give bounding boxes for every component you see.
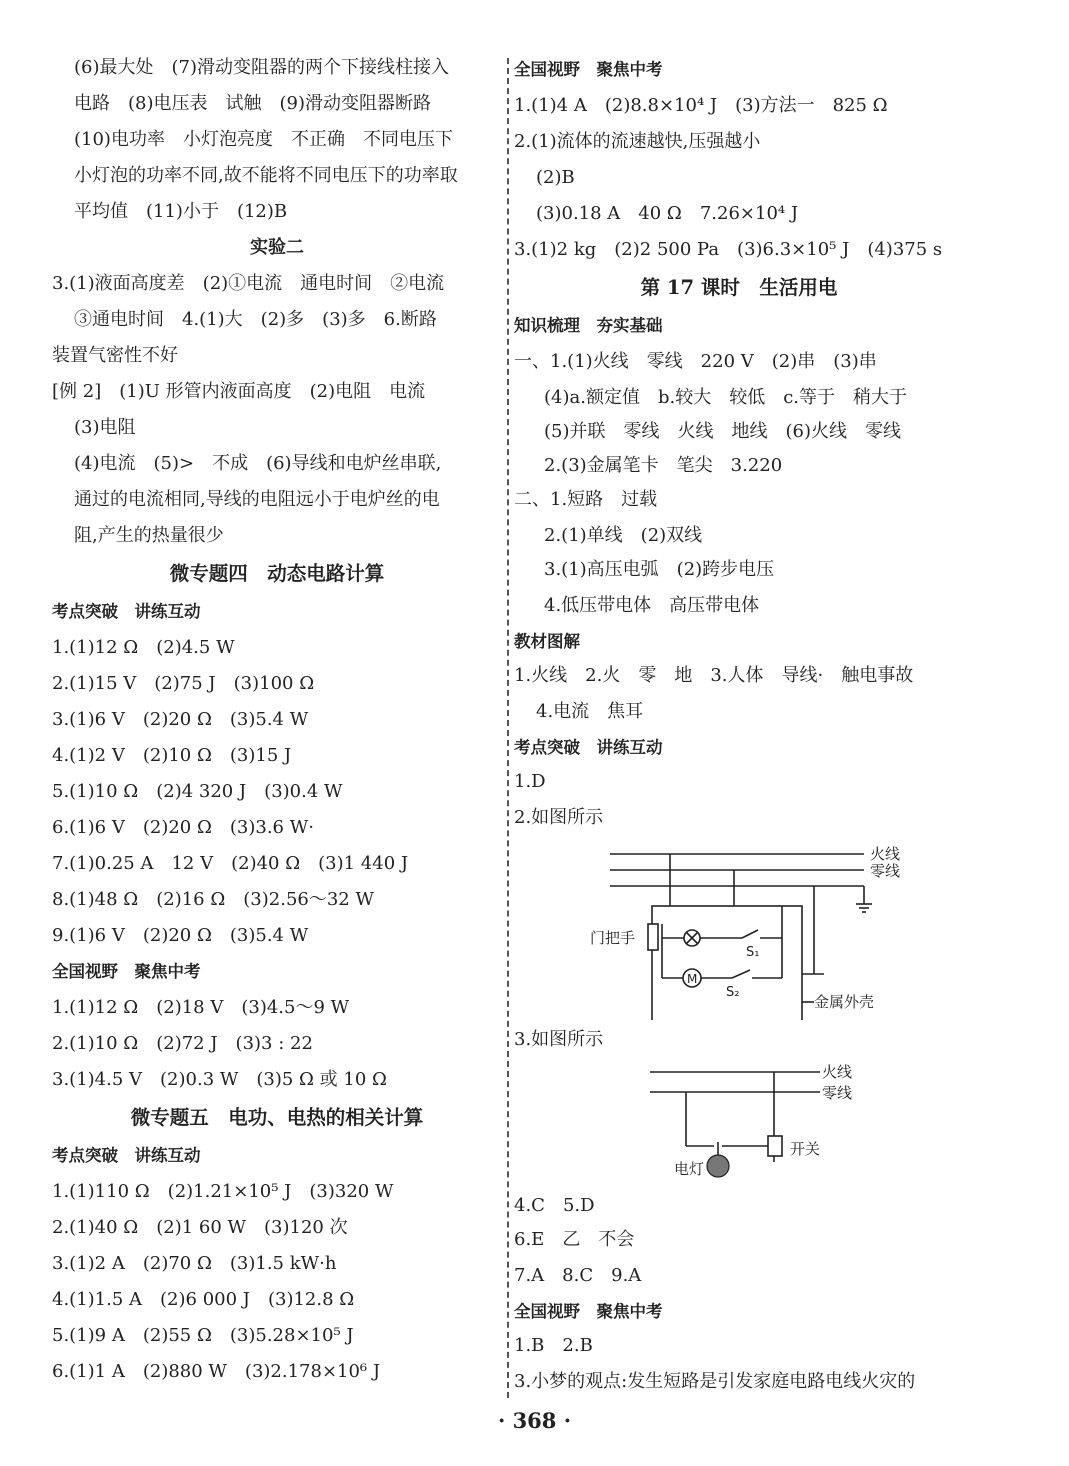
text-line: 2.(1)15 V (2)75 J (3)100 Ω	[52, 673, 315, 694]
text-line: 3.(1)4.5 V (2)0.3 W (3)5 Ω 或 10 Ω	[52, 1069, 387, 1090]
switch-s2-icon	[732, 970, 750, 978]
fig1-s2-label: S₂	[726, 985, 740, 1000]
text-line: 1.(1)4 A (2)8.8×10⁴ J (3)方法一 825 Ω	[514, 95, 888, 116]
text-line: 7.(1)0.25 A 12 V (2)40 Ω (3)1 440 J	[52, 853, 409, 874]
text-line: 3.如图所示	[514, 1029, 604, 1050]
subsection-heading: 全国视野 聚焦中考	[514, 60, 663, 79]
text-line: 6.(1)6 V (2)20 Ω (3)3.6 W·	[52, 817, 314, 838]
text-line: 通过的电流相同,导线的电阻远小于电炉丝的电	[74, 489, 440, 510]
subsection-heading: 知识梳理 夯实基础	[514, 316, 663, 335]
fig2-lamp-label: 电灯	[674, 1160, 705, 1178]
switch-s1-icon	[742, 930, 758, 938]
switch-icon	[768, 1136, 782, 1156]
fig1-live-label: 火线	[870, 845, 901, 863]
text-line: 6.E 乙 不会	[514, 1229, 635, 1250]
text-line: 2.如图所示	[514, 807, 604, 828]
fig2-live-label: 火线	[822, 1063, 853, 1081]
text-line: 4.(1)2 V (2)10 Ω (3)15 J	[52, 745, 292, 766]
door-handle-icon	[648, 924, 658, 950]
text-line: (6)最大处 (7)滑动变阻器的两个下接线柱接入	[74, 57, 449, 78]
text-line: 9.(1)6 V (2)20 Ω (3)5.4 W	[52, 925, 309, 946]
bulb-icon	[707, 1155, 729, 1177]
text-line: (3)0.18 A 40 Ω 7.26×10⁴ J	[536, 203, 799, 224]
text-line: (10)电功率 小灯泡亮度 不正确 不同电压下	[74, 129, 453, 150]
text-line: 3.(1)2 kg (2)2 500 Pa (3)6.3×10⁵ J (4)375 s	[514, 239, 943, 260]
subsection-heading: 考点突破 讲练互动	[514, 738, 663, 757]
fig1-neutral-label: 零线	[870, 862, 901, 880]
text-line: 2.(3)金属笔卡 笔尖 3.220	[544, 455, 783, 476]
section-title: 实验二	[250, 237, 304, 258]
text-line: 1.B 2.B	[514, 1335, 593, 1356]
door-circuit-figure	[574, 838, 954, 1020]
fig1-handle-label: 门把手	[590, 929, 636, 947]
text-line: 3.(1)6 V (2)20 Ω (3)5.4 W	[52, 709, 309, 730]
subsection-heading: 教材图解	[514, 632, 580, 651]
column-divider	[507, 58, 509, 1398]
text-line: 一、1.(1)火线 零线 220 V (2)串 (3)串	[514, 351, 877, 372]
text-line: 5.(1)10 Ω (2)4 320 J (3)0.4 W	[52, 781, 343, 802]
text-line: 阻,产生的热量很少	[74, 525, 224, 546]
text-line: 装置气密性不好	[52, 345, 178, 366]
text-line: 4.电流 焦耳	[536, 701, 644, 722]
text-line: 8.(1)48 Ω (2)16 Ω (3)2.56～32 W	[52, 889, 374, 910]
text-line: 平均值 (11)小于 (12)B	[74, 201, 288, 222]
text-line: ③通电时间 4.(1)大 (2)多 (3)多 6.断路	[74, 309, 437, 330]
section-title: 微专题四 动态电路计算	[169, 562, 385, 585]
section-title: 微专题五 电功、电热的相关计算	[130, 1106, 424, 1129]
text-line: 2.(1)40 Ω (2)1 60 W (3)120 次	[52, 1217, 348, 1238]
text-line: 小灯泡的功率不同,故不能将不同电压下的功率取	[74, 165, 458, 186]
text-line: 4.C 5.D	[514, 1195, 595, 1216]
text-line: (5)并联 零线 火线 地线 (6)火线 零线	[544, 421, 901, 442]
text-line: (4)a.额定值 b.较大 较低 c.等于 稍大于	[544, 387, 907, 408]
subsection-heading: 考点突破 讲练互动	[52, 1146, 201, 1165]
text-line: 二、1.短路 过载	[514, 489, 658, 510]
subsection-heading: 全国视野 聚焦中考	[514, 1302, 663, 1321]
text-line: (3)电阻	[74, 417, 136, 438]
text-line: 1.(1)12 Ω (2)4.5 W	[52, 637, 235, 658]
text-line: 2.(1)10 Ω (2)72 J (3)3 : 22	[52, 1033, 313, 1054]
text-line: (2)B	[536, 167, 575, 188]
text-line: 电路 (8)电压表 试触 (9)滑动变阻器断路	[74, 93, 431, 114]
lesson-title: 第 17 课时 生活用电	[640, 276, 838, 299]
text-line: 1.(1)110 Ω (2)1.21×10⁵ J (3)320 W	[52, 1181, 394, 1202]
text-line: (4)电流 (5)> 不成 (6)导线和电炉丝串联,	[74, 453, 442, 474]
text-line: 1.D	[514, 771, 546, 792]
text-line: 3.(1)2 A (2)70 Ω (3)1.5 kW·h	[52, 1253, 337, 1274]
page-number: · 368 ·	[497, 1408, 572, 1433]
fig1-shell-label: 金属外壳	[814, 993, 875, 1011]
fig1-motor-label: M	[687, 972, 698, 986]
text-line: 7.A 8.C 9.A	[514, 1265, 642, 1286]
fig2-neutral-label: 零线	[822, 1084, 853, 1102]
subsection-heading: 全国视野 聚焦中考	[52, 962, 201, 981]
text-line: 3.(1)高压电弧 (2)跨步电压	[544, 559, 775, 580]
text-line: [例 2] (1)U 形管内液面高度 (2)电阻 电流	[52, 381, 426, 402]
fig2-switch-label: 开关	[790, 1140, 821, 1158]
text-line: 5.(1)9 A (2)55 Ω (3)5.28×10⁵ J	[52, 1325, 354, 1346]
fig1-s1-label: S₁	[746, 945, 760, 960]
text-line: 1.(1)12 Ω (2)18 V (3)4.5～9 W	[52, 997, 350, 1018]
text-line: 2.(1)单线 (2)双线	[544, 525, 703, 546]
text-line: 2.(1)流体的流速越快,压强越小	[514, 131, 761, 152]
text-line: 3.(1)液面高度差 (2)①电流 通电时间 ②电流	[52, 273, 445, 294]
text-line: 3.小梦的观点:发生短路是引发家庭电路电线火灾的	[514, 1371, 916, 1392]
text-line: 4.(1)1.5 A (2)6 000 J (3)12.8 Ω	[52, 1289, 355, 1310]
text-line: 4.低压带电体 高压带电体	[544, 595, 760, 616]
text-line: 6.(1)1 A (2)880 W (3)2.178×10⁶ J	[52, 1361, 381, 1382]
text-line: 1.火线 2.火 零 地 3.人体 导线· 触电事故	[514, 665, 914, 686]
subsection-heading: 考点突破 讲练互动	[52, 602, 201, 621]
lamp-circuit-figure	[624, 1062, 924, 1178]
